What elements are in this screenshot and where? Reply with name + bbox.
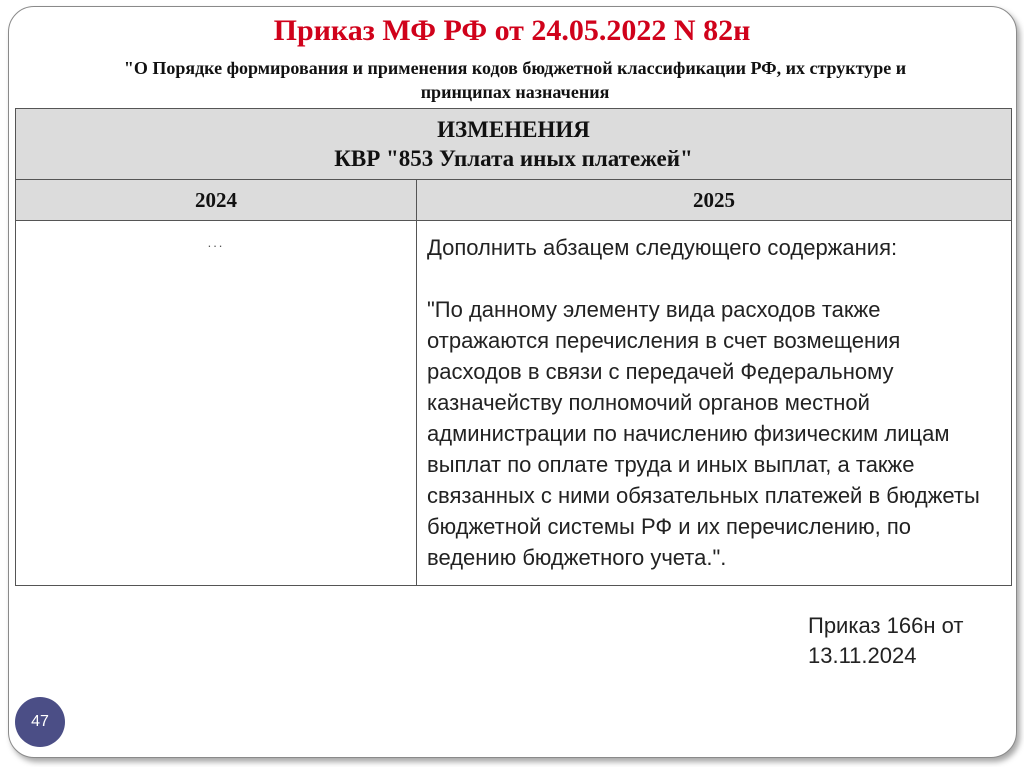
order-reference-line-2: 13.11.2024 xyxy=(808,643,917,668)
subtitle-line-2: принципах назначения xyxy=(420,82,610,102)
year-column-2025: 2025 xyxy=(417,180,1012,221)
subtitle-line-1: "О Порядке формирования и применения кодов бюджетной классификации РФ, их структуре и xyxy=(123,58,907,78)
slide-title: Приказ МФ РФ от 24.05.2022 N 82н xyxy=(273,14,751,47)
cell-2025-text: "По данному элементу вида расходов также отражаются перечисления в счет возмещения расходов в связи с передачей Федеральному казначейству полномочий органов местной администрации по начислению физическим лицам выплат по оплате труда и иных выплат, а также связанных с ними обязательных платежей в бюджеты бюджетной системы РФ и их перечислению, по ведению бюджетного учета.". xyxy=(427,297,980,570)
slide-subtitle xyxy=(40,56,990,104)
changes-table xyxy=(15,108,1012,586)
cell-2024: ... xyxy=(16,221,417,586)
cell-2025-intro: Дополнить абзацем следующего содержания: xyxy=(427,235,898,260)
order-reference-line-1: Приказ 166н от xyxy=(808,613,964,638)
order-reference xyxy=(808,611,1008,671)
year-row xyxy=(16,180,1012,221)
cell-2025 xyxy=(417,221,1012,586)
table-row xyxy=(16,221,1012,586)
table-header-title: ИЗМЕНЕНИЯ xyxy=(437,117,590,142)
table-header-cell xyxy=(16,109,1012,180)
year-column-2024: 2024 xyxy=(16,180,417,221)
table-header-row xyxy=(16,109,1012,180)
table-header-subtitle: КВР "853 Уплата иных платежей" xyxy=(334,146,693,171)
page-number-badge: 47 xyxy=(15,697,65,747)
